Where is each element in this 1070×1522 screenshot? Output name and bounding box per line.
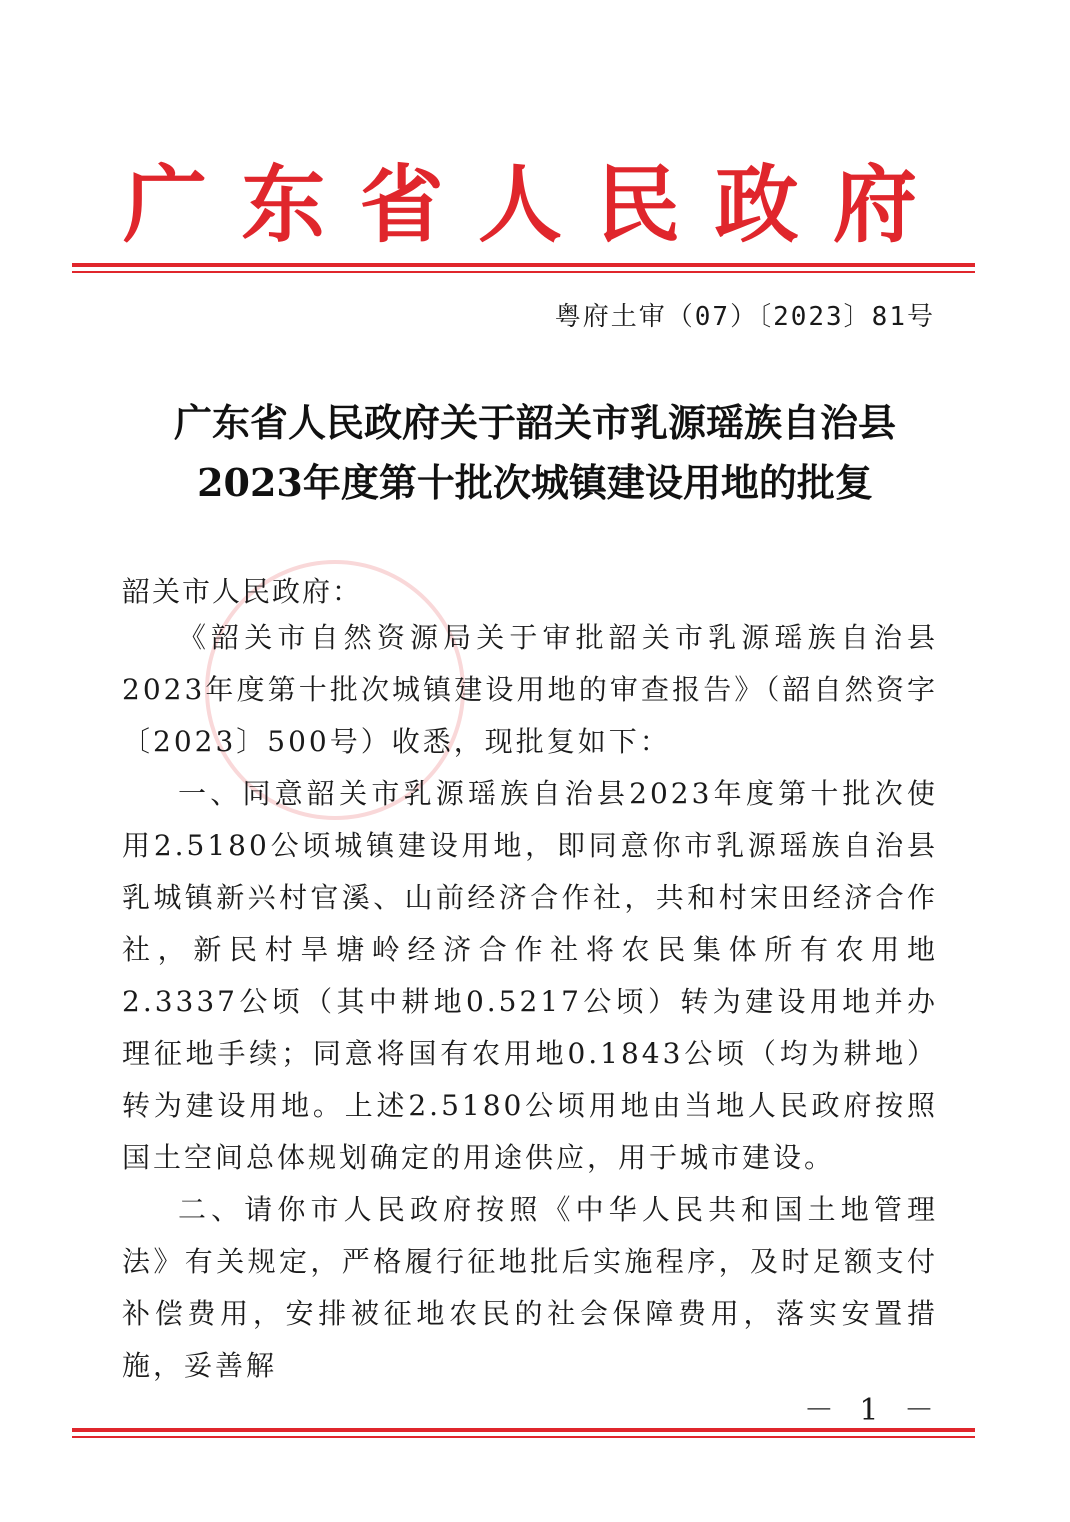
salutation: 韶关市人民政府： [122, 575, 363, 608]
body-paragraph: 《韶关市自然资源局关于审批韶关市乳源瑶族自治县2023年度第十批次城镇建设用地的审查报告》（韶自然资字〔2023〕500号）收悉，现批复如下： [122, 621, 938, 758]
header-char: 广 [122, 154, 207, 254]
body-paragraph: 一、同意韶关市乳源瑶族自治县2023年度第十批次使用2.5180公顷城镇建设用地，即同意你市乳源瑶族自治县乳城镇新兴村官溪、山前经济合作社，共和村宋田经济合作社，新民村旱塘岭经济合作社将农民集体所有农用地2.3337公顷（其中耕地0.5217公顷）转为建设用地并办理征地手续；同意将国有农用地0.1843公顷（均为耕地）转为建设用地。上述2.5180公顷用地由当地人民政府按照国土空间总体规划确定的用途供应，用于城市建设。 [122, 777, 938, 1174]
header-rule-thin [72, 271, 975, 273]
header-rule [72, 263, 975, 267]
header-char: 省 [359, 154, 444, 254]
body-paragraph: 二、请你市人民政府按照《中华人民共和国土地管理法》有关规定，严格履行征地批后实施程序，及时足额支付补偿费用，安排被征地农民的社会保障费用，落实安置措施，妥善解 [122, 1193, 938, 1382]
header-char: 人 [477, 154, 562, 254]
footer-rule-thin [72, 1436, 975, 1438]
document-title-line2: 2023年度第十批次城镇建设用地的批复 [197, 460, 873, 505]
header-char: 东 [241, 154, 326, 254]
header-char: 民 [596, 154, 681, 254]
document-number: 粤府土审（07）〔2023〕81号 [554, 302, 935, 332]
page-number: － 1 － [803, 1393, 942, 1428]
issuer-header [120, 148, 920, 254]
header-char: 政 [714, 154, 799, 254]
footer-rule [72, 1428, 975, 1432]
document-title-line1: 广东省人民政府关于韶关市乳源瑶族自治县 [173, 400, 896, 445]
header-char: 府 [832, 154, 917, 254]
